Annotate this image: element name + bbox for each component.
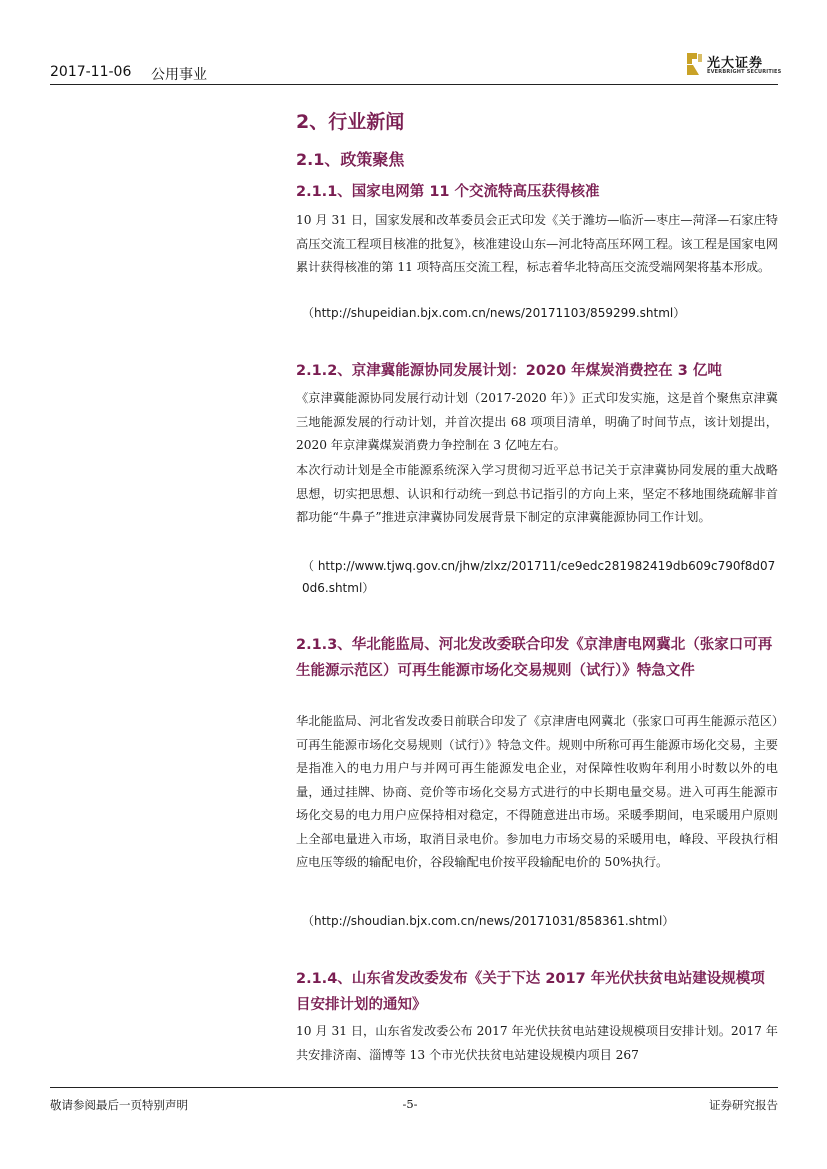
section-title: 2、行业新闻 [296,111,405,133]
logo-text-cn: 光大证券 [707,56,764,71]
logo-mark-icon [685,52,703,76]
footer-disclaimer: 敬请参阅最后一页特别声明 [50,1098,188,1112]
news-paragraph-2a: 《京津冀能源协同发展行动计划（2017-2020 年）》正式印发实施，这是首个聚焦京津冀三地能源发展的行动计划，并首次提出 68 项项目清单，明确了时间节点，该计划提出，2020 年京津冀煤炭消费力争控制在 3 亿吨左右。 [296,391,778,452]
footer-divider [50,1087,778,1088]
news-paragraph-4: 10 月 31 日，山东省发改委公布 2017 年光伏扶贫电站建设规模项目安排计划。2017 年共安排济南、淄博等 13 个市光伏扶贫电站建设规模内项目 267 [296,1024,778,1062]
news-heading-1: 2.1.1、国家电网第 11 个交流特高压获得核准 [296,184,600,200]
news-source-1: （http://shupeidian.bjx.com.cn/news/20171103/859299.shtml） [302,306,686,320]
news-paragraph-2b: 本次行动计划是全市能源系统深入学习贯彻习近平总书记关于京津冀协同发展的重大战略思想，切实把思想、认识和行动统一到总书记指引的方向上来，坚定不移地围绕疏解非首都功能“牛鼻子”推进京津冀协同发展背景下制定的京津冀能源协同工作计划。 [296,463,778,524]
logo-text-en: EVERBRIGHT SECURITIES [707,69,782,75]
news-heading-3: 2.1.3、华北能监局、河北发改委联合印发《京津唐电网冀北（张家口可再生能源示范区）可再生能源市场化交易规则（试行）》特急文件 [296,637,773,679]
subsection-title: 2.1、政策聚焦 [296,150,405,169]
news-paragraph-3: 华北能监局、河北省发改委日前联合印发了《京津唐电网冀北（张家口可再生能源示范区）可再生能源市场化交易规则（试行）》特急文件。规则中所称可再生能源市场化交易，主要是指准入的电力用户与并网可再生能源发电企业，对保障性收购年利用小时数以外的电量，通过挂牌、协商、竞价等市场化交易方式进行的中长期电量交易。进入可再生能源市场化交易的电力用户应保持相对稳定，不得随意进出市场。采暖季期间，电采暖用户原则上全部电量进入市场，取消目录电价。参加电力市场交易的采暖用电，峰段、平段执行相应电压等级的输配电价，谷段输配电价按平段输配电价的 50%执行。 [296,714,778,869]
footer-report-type: 证券研究报告 [709,1098,778,1112]
news-paragraph-1: 10 月 31 日，国家发展和改革委员会正式印发《关于潍坊—临沂—枣庄—菏泽—石家庄特高压交流工程项目核准的批复》，核准建设山东—河北特高压环网工程。该工程是国家电网累计获得核准的第 11 项特高压交流工程，标志着华北特高压交流受端网架将基本形成。 [296,213,778,274]
header-divider [50,84,778,85]
news-heading-4: 2.1.4、山东省发改委发布《关于下达 2017 年光伏扶贫电站建设规模项目安排计划的通知》 [296,971,765,1013]
company-logo [685,52,785,78]
header-industry: 公用事业 [151,67,207,83]
news-heading-2: 2.1.2、京津冀能源协同发展计划：2020 年煤炭消费控在 3 亿吨 [296,363,722,379]
page-number: -5- [402,1097,418,1111]
news-source-3: （http://shoudian.bjx.com.cn/news/20171031/858361.shtml） [302,914,675,928]
header-date: 2017-11-06 [50,64,132,80]
news-source-2: （ http://www.tjwq.gov.cn/jhw/zlxz/201711/ce9edc281982419db609c790f8d070d6.shtml） [302,559,776,595]
